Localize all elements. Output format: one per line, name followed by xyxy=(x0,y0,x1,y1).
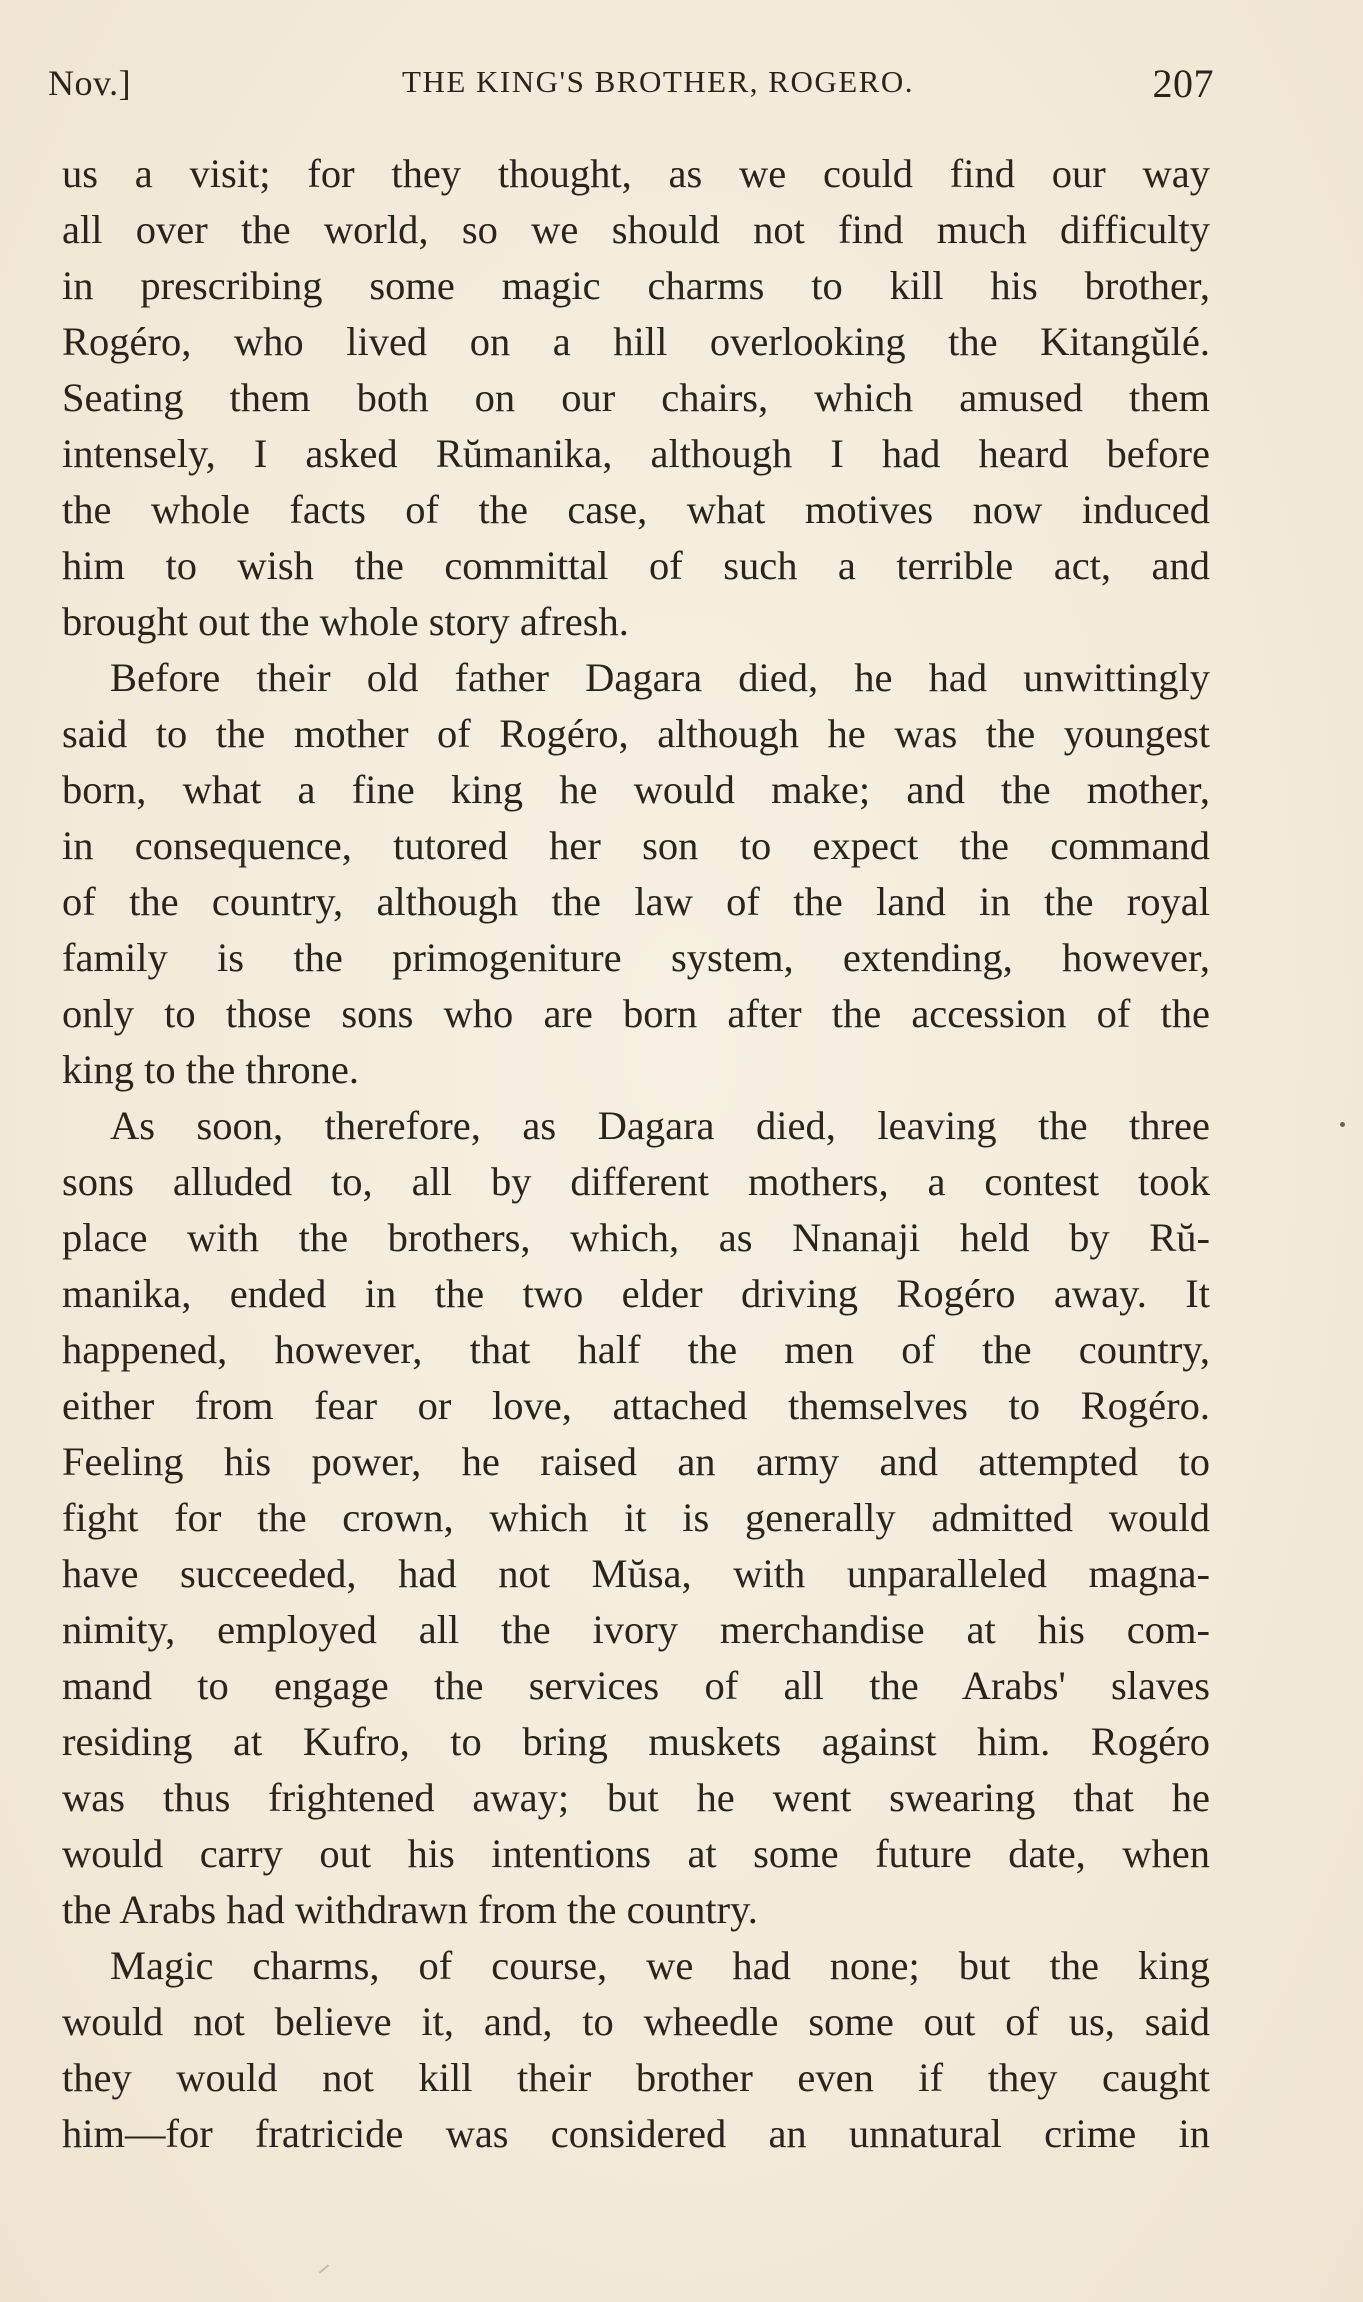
margin-speck xyxy=(1340,1122,1345,1127)
text-line: family is the primogeniture system, extending, however, xyxy=(62,935,1210,980)
text-line: was thus frightened away; but he went swearing that he xyxy=(62,1775,1210,1820)
text-line: have succeeded, had not Mŭsa, with unparalleled magna- xyxy=(62,1551,1210,1596)
paragraph-start: Before their old father Dagara died, he had unwittingly xyxy=(110,655,1210,700)
text-line: the whole facts of the case, what motives now induced xyxy=(62,487,1210,532)
text-line: in prescribing some magic charms to kill his brother, xyxy=(62,263,1210,308)
text-line: intensely, I asked Rŭmanika, although I had heard before xyxy=(62,431,1210,476)
text-line: would not believe it, and, to wheedle some out of us, said xyxy=(62,1999,1210,2044)
text-line: brought out the whole story afresh. xyxy=(62,599,629,644)
text-line: said to the mother of Rogéro, although he was the youngest xyxy=(62,711,1210,756)
header-title: THE KING'S BROTHER, ROGERO. xyxy=(402,64,914,99)
text-line: the Arabs had withdrawn from the country. xyxy=(62,1887,758,1932)
paper-mark xyxy=(319,2264,329,2273)
text-line: Feeling his power, he raised an army and attempted to xyxy=(62,1439,1210,1484)
text-line: all over the world, so we should not find much difficulty xyxy=(62,207,1210,252)
text-line: Seating them both on our chairs, which amused them xyxy=(62,375,1210,420)
text-line: Rogéro, who lived on a hill overlooking the Kitangŭlé. xyxy=(62,319,1210,364)
text-line: born, what a fine king he would make; and the mother, xyxy=(62,767,1210,812)
text-line: nimity, employed all the ivory merchandise at his com- xyxy=(62,1607,1210,1652)
text-line: sons alluded to, all by different mothers, a contest took xyxy=(62,1159,1210,1204)
text-line: fight for the crown, which it is generally admitted would xyxy=(62,1495,1210,1540)
running-header xyxy=(48,61,1214,116)
text-line: mand to engage the services of all the Arabs' slaves xyxy=(62,1663,1210,1708)
page-number: 207 xyxy=(1152,61,1214,106)
text-line: happened, however, that half the men of the country, xyxy=(62,1327,1210,1372)
text-line: us a visit; for they thought, as we could find our way xyxy=(62,151,1210,196)
paragraph-start: As soon, therefore, as Dagara died, leaving the three xyxy=(110,1103,1210,1148)
text-line: in consequence, tutored her son to expect the command xyxy=(62,823,1210,868)
header-month: Nov.] xyxy=(48,63,132,103)
text-line: they would not kill their brother even if they caught xyxy=(62,2055,1210,2100)
text-line: would carry out his intentions at some future date, when xyxy=(62,1831,1210,1876)
text-line: only to those sons who are born after the accession of the xyxy=(62,991,1210,1036)
text-line: him—for fratricide was considered an unnatural crime in xyxy=(62,2111,1210,2156)
text-line: residing at Kufro, to bring muskets against him. Rogéro xyxy=(62,1719,1210,1764)
text-line: of the country, although the law of the land in the royal xyxy=(62,879,1210,924)
text-line: him to wish the committal of such a terrible act, and xyxy=(62,543,1210,588)
text-line: place with the brothers, which, as Nnanaji held by Rŭ- xyxy=(62,1215,1210,1260)
text-line: king to the throne. xyxy=(62,1047,359,1092)
text-line: either from fear or love, attached themselves to Rogéro. xyxy=(62,1383,1210,1428)
text-line: manika, ended in the two elder driving Rogéro away. It xyxy=(62,1271,1210,1316)
paragraph-start: Magic charms, of course, we had none; but the king xyxy=(110,1943,1210,1988)
body-text xyxy=(62,146,1210,2162)
